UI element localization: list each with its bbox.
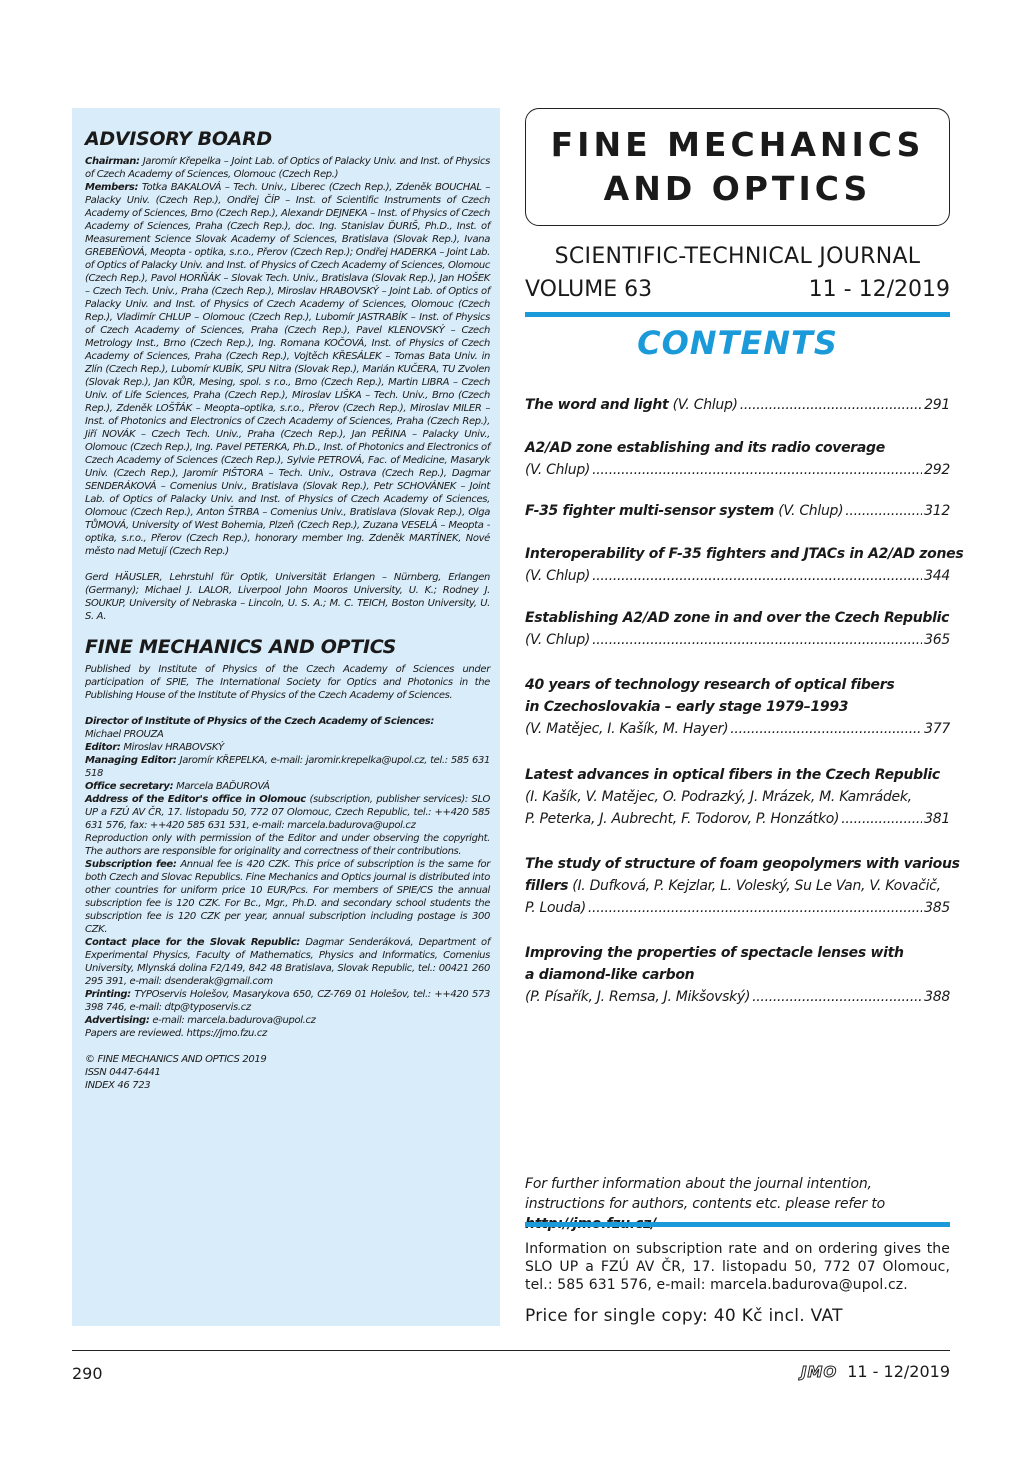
toc-entry[interactable] — [525, 543, 964, 587]
toc-title: A2/AD zone establishing and its radio coverage — [525, 440, 885, 456]
index-text: INDEX 46 723 — [85, 1080, 151, 1091]
reproduction-text: Reproduction only with permission of the Editor and under observing the copyright. The authors are responsible for originality and correctness of their contributions. — [85, 833, 490, 857]
office-secretary-label: Office secretary: — [85, 781, 174, 792]
advisory-board-text — [85, 155, 490, 558]
chairman-label: Chairman: — [85, 156, 140, 167]
footer-divider — [72, 1350, 950, 1351]
toc-page: 377 — [924, 721, 950, 737]
editor-text: Miroslav HRABOVSKÝ — [123, 742, 224, 753]
toc-entry[interactable] — [525, 607, 950, 651]
toc-authors: (V. Chlup) — [672, 397, 738, 413]
contact-label: Contact place for the Slovak Republic: — [85, 937, 300, 948]
copyright-text: © FINE MECHANICS AND OPTICS 2019 — [85, 1054, 267, 1065]
price-text: Price for single copy: 40 Kč incl. VAT — [525, 1306, 843, 1326]
reviewed-text: Papers are reviewed. https://jmo.fzu.cz — [85, 1028, 267, 1039]
toc-entry[interactable] — [525, 500, 950, 522]
office-secretary-text: Marcela BAĎUROVÁ — [176, 781, 270, 792]
foreign-members-text: Gerd HÄUSLER, Lehrstuhl für Optik, Universität Erlangen – Nürnberg, Erlangen (Germany); Michael J. LALOR, Liverpool John Mooros University, U. K.; Rodney J. SOUKUP, University of Nebraska – Lincoln, U. S. A.; M. C. TEICH, Boston University, U. S. A. — [85, 572, 490, 622]
volume-label: VOLUME 63 — [525, 277, 653, 302]
volume-row — [525, 277, 950, 302]
toc-page: 291 — [924, 397, 950, 413]
toc-authors: (V. Chlup) — [778, 503, 844, 519]
toc-authors: (I. Dufková, P. Kejzlar, L. Voleský, Su Le Van, V. Kovačič, — [572, 878, 941, 894]
toc-authors-cont: P. Louda) — [525, 900, 586, 916]
toc-page: 381 — [924, 811, 950, 827]
toc-title: Improving the properties of spectacle lenses with — [525, 945, 904, 961]
chairman-text: Jaromír Křepelka – Joint Lab. of Optics of Palacky Univ. and Inst. of Physics of Czech Academy of Sciences, Olomouc (Czech Rep.) — [85, 156, 490, 180]
toc-entry[interactable] — [525, 853, 960, 919]
toc-entry[interactable] — [525, 394, 950, 416]
director-name: Michael PROUZA — [85, 729, 164, 740]
issn-text: ISSN 0447-6441 — [85, 1067, 161, 1078]
toc-title: Establishing A2/AD zone in and over the Czech Republic — [525, 610, 950, 626]
toc-title-cont: in Czechoslovakia – early stage 1979–1993 — [525, 699, 849, 715]
toc-title: 40 years of technology research of optical fibers — [525, 677, 895, 693]
toc-title-cont: a diamond-like carbon — [525, 967, 695, 983]
toc-entry[interactable] — [525, 942, 950, 1008]
journal-title-line1: FINE MECHANICS — [550, 125, 925, 164]
toc-page: 365 — [924, 632, 950, 648]
printing-label: Printing: — [85, 989, 131, 1000]
left-column-panel — [72, 108, 500, 1326]
published-text: Published by Institute of Physics of the Czech Academy of Sciences under participation of SPIE, The International Society for Optics and Photonics in the Publishing House of the Institute of Physics of the Czech Academy of Sciences. — [85, 664, 490, 701]
toc-title: The word and light — [525, 397, 669, 413]
address-label: Address of the Editor's office in Olomouc — [85, 794, 306, 805]
toc-authors: (V. Chlup) — [525, 462, 591, 478]
issue-label: 11 - 12/2019 — [808, 277, 950, 302]
toc-title: F-35 fighter multi-sensor system — [525, 503, 775, 519]
subscription-info-text: Information on subscription rate and on ordering gives the SLO UP a FZÚ AV ČR, 17. listopadu 50, 772 07 Olomouc, tel.: 585 631 576, e-mail: marcela.badurova@upol.cz. — [525, 1241, 950, 1293]
toc-page: 385 — [924, 900, 950, 916]
page-number: 290 — [72, 1364, 103, 1383]
toc-page: 312 — [924, 503, 950, 519]
toc-page: 292 — [924, 462, 950, 478]
jmo-logo: JMO — [800, 1362, 838, 1381]
toc-title: Latest advances in optical fibers in the Czech Republic — [525, 767, 940, 783]
subscription-text: Annual fee is 420 CZK. This price of subscription is the same for both Czech and Slovac Republics. Fine Mechanics and Optics journal is distributed into other countries for uniform price 10 EUR/Pcs. For members of SPIE/CS the annual subscription fee is 120 CZK. For Bc., Mgr., Ph.D. and secondary school students the subscription fee is 120 CZK per year, annual subscription including postage is 300 CZK. — [85, 859, 490, 935]
director-label: Director of Institute of Physics of the Czech Academy of Sciences: — [85, 716, 435, 727]
toc-authors-cont: P. Peterka, J. Aubrecht, F. Todorov, P. Honzátko) — [525, 811, 840, 827]
toc-title: The study of structure of foam geopolymers with various — [525, 856, 960, 872]
footer-right — [801, 1362, 950, 1381]
toc-authors: (V. Matějec, I. Kašík, M. Hayer) — [525, 721, 729, 737]
editorial-info — [85, 715, 490, 1040]
managing-editor-text: Jaromír KŘEPELKA, e-mail: jaromir.krepelka@upol.cz, tel.: 585 631 518 — [85, 755, 490, 779]
toc-title: Interoperability of F-35 fighters and JTACs in A2/AD zones — [525, 546, 964, 562]
fmo-heading: FINE MECHANICS AND OPTICS — [85, 636, 397, 658]
info-divider — [525, 1222, 950, 1227]
editor-label: Editor: — [85, 742, 121, 753]
toc-entry[interactable] — [525, 764, 950, 830]
toc-title-cont: fillers — [525, 878, 569, 894]
toc-authors: (P. Písařík, J. Remsa, J. Mikšovský) — [525, 989, 751, 1005]
toc-authors: (I. Kašík, V. Matějec, O. Podrazký, J. Mrázek, M. Kamrádek, — [525, 789, 912, 805]
copyright-block — [85, 1053, 490, 1092]
subscription-label: Subscription fee: — [85, 859, 177, 870]
members-text: Totka BAKALOVÁ – Tech. Univ., Liberec (Czech Rep.), Zdeněk BOUCHAL – Palacky Univ. (Czech Rep.), Ondřej ČÍP – Inst. of Scientific Instruments of Czech Academy of Sciences, Brno (Czech Rep.), Alexandr DEJNEKA – Inst. of Physics of Czech Academy of Sciences, Praha (Czech Rep.), doc. Ing. Stanislav ĎURIŠ, Ph.D., Inst. of Measurement Science Slovak Academy of Sciences, Bratislava (Slovak Rep.), Ivana GREBEŇOVÁ, Meopta - optika, s.r.o., Přerov (Czech Rep.); Ondřej HADERKA – Joint Lab. of Optics of Palacky Univ. and Inst. of Physics of Czech Academy of Sciences, Olomouc (Czech Rep.), Pavol HORŇÁK – Slovak Tech. Univ., Bratislava (Slovak Rep.), Jan HOŠEK – Czech Tech. Univ., Praha (Czech Rep.), Miroslav HRABOVSKÝ – Joint Lab. of Optics of Palacky Univ. and Inst. of Physics of Czech Academy of Sciences, Olomouc (Czech Rep.), Vladimír CHLUP – Olomouc (Czech Rep.), Lubomír JASTRABÍK – Inst. of Physics of Czech Academy of Sciences, Praha (Czech Rep.), Pavel KLENOVSKÝ – Czech Metrology Inst., Brno (Czech Rep.), Ing. Romana KOČOVÁ, Inst. of Physics of Czech Academy of Sciences, Praha (Czech Rep.), Vojtěch KŘESÁLEK – Tomas Bata Univ. in Zlín (Czech Rep.), Lubomír KUBÍK, SPU Nitra (Slovak Rep.), Marián KUČERA, TU Zvolen (Slovak Rep.), Jan KŮR, Mesing, spol. s r.o., Brno (Czech Rep.), Martin LIBRA – Czech Univ. of Life Sciences, Praha (Czech Rep.), Miroslav LIŠKA – Tech. Univ., Brno (Czech Rep.), Zdeněk LOŠŤÁK – Meopta–optika, s.r.o., Přerov (Czech Rep.), Miroslav MILER – Inst. of Photonics and Electronics of Czech Academy of Sciences, Praha (Czech Rep.), Jiří NOVÁK – Czech Tech. Univ., Praha (Czech Rep.), Jan PEŘINA – Palacky Univ., Olomouc (Czech Rep.), Ing. Pavel PETERKA, Ph.D., Inst. of Photonics and Electronics of Czech Academy of Sciences (Czech Rep.), Sylvie PETROVÁ, Fac. of Medicine, Masaryk Univ. (Czech Rep.), Jaromír PIŠTORA – Tech. Univ., Ostrava (Czech Rep.), Dagmar SENDERÁKOVÁ – Comenius Univ., Bratislava (Slovak Rep.), Petr SCHOVÁNEK – Joint Lab. of Optics of Palacky Univ. and Inst. of Physics of Czech Academy of Sciences, Olomouc (Czech Rep.), Anton ŠTRBA – Comenius Univ., Bratislava (Slovak Rep.), Olga TŮMOVÁ, University of West Bohemia, Plzeň (Czech Rep.), Zuzana VESELÁ – Meopta - optika, s.r.o., Přerov (Czech Rep.), honorary member Ing. Zdeněk MARTÍNEK, Nové město nad Metují (Czech Rep.) — [85, 182, 490, 557]
toc-entry[interactable] — [525, 674, 950, 740]
printing-text: TYPOservis Holešov, Masarykova 650, CZ-769 01 Holešov, tel.: ++420 573 398 746, e-mail: dtp@typoservis.cz — [85, 989, 490, 1013]
toc-page: 388 — [924, 989, 950, 1005]
toc-authors: (V. Chlup) — [525, 568, 591, 584]
further-info-sentence: For further information about the journal intention, instructions for authors, contents etc. please refer to — [525, 1176, 886, 1212]
advertising-text: e-mail: marcela.badurova@upol.cz — [152, 1015, 316, 1026]
footer-issue: 11 - 12/2019 — [847, 1362, 950, 1381]
journal-subtitle: SCIENTIFIC-TECHNICAL JOURNAL — [554, 244, 921, 269]
address-text: (subscription, publisher services): SLO UP a FZÚ AV ČR, 17. listopadu 50, 772 07 Olomouc, Czech Republic, tel.: ++420 585 631 576, fax: ++420 585 631 531, e-mail: marcela.badurova@upol.cz — [85, 794, 490, 831]
managing-editor-label: Managing Editor: — [85, 755, 177, 766]
journal-title-box — [525, 108, 950, 226]
toc-entry[interactable] — [525, 437, 950, 481]
contact-text: Dagmar Senderáková, Department of Experimental Physics, Faculty of Mathematics, Physics and Informatics, Comenius University, Mlynská dolina F2/149, 842 48 Bratislava, Slovak Republic, tel.: 00421 260 295 391, e-mail: dsenderak@gmail.com — [85, 937, 490, 987]
masthead-divider — [525, 312, 950, 317]
toc-authors: (V. Chlup) — [525, 632, 591, 648]
toc-page: 344 — [924, 568, 950, 584]
contents-heading: CONTENTS — [637, 324, 838, 362]
advertising-label: Advertising: — [85, 1015, 150, 1026]
journal-title-line2: AND OPTICS — [603, 169, 872, 208]
advisory-board-heading: ADVISORY BOARD — [85, 128, 272, 150]
members-label: Members: — [85, 182, 139, 193]
